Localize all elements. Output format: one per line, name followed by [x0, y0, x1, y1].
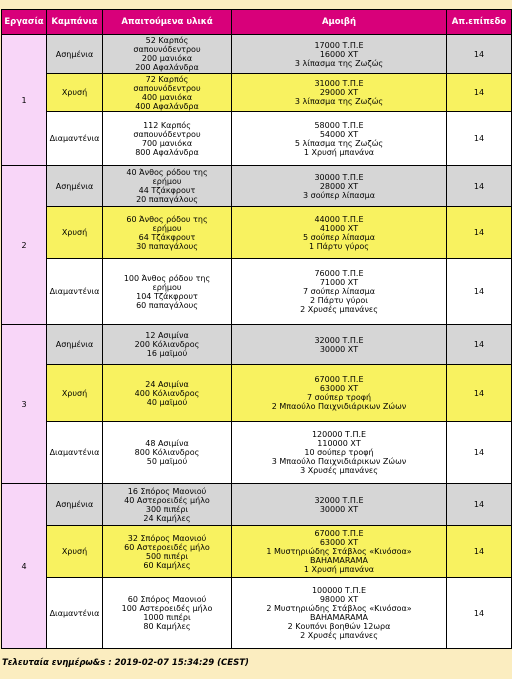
reward-line: 67000 Τ.Π.Ε — [314, 529, 364, 538]
material-line: 400 Αφαλάνδρα — [135, 101, 199, 111]
reward-line: BAHAMARAMA — [310, 613, 368, 622]
campaign-name: Διαμαντένια — [47, 112, 103, 166]
required-materials — [103, 112, 232, 166]
reward-line: 28000 ΧΤ — [319, 181, 359, 191]
required-level: 14 — [447, 325, 512, 365]
required-materials — [103, 259, 232, 325]
table-row — [2, 422, 512, 484]
reward-line: 110000 ΧΤ — [317, 439, 361, 448]
required-level: 14 — [447, 578, 512, 649]
required-materials — [103, 422, 232, 484]
task-number: 1 — [2, 35, 47, 166]
task-number: 2 — [2, 166, 47, 325]
reward-line: 1 Χρυσή μπανάνα — [303, 565, 375, 574]
reward-line: 3 Χρυσές μπανάνες — [300, 466, 378, 475]
reward-line: 7 σούπερ λίπασμα — [303, 287, 375, 296]
campaign-name: Διαμαντένια — [47, 578, 103, 649]
reward-line: 5 λίπασμα της Ζωζώς — [294, 138, 384, 148]
material-line: ερήμου — [152, 223, 182, 233]
material-line: 60 Άνθος ρόδου της — [126, 214, 208, 224]
required-materials — [103, 74, 232, 112]
required-materials — [103, 365, 232, 422]
table-row — [2, 112, 512, 166]
material-line: ερήμου — [152, 177, 182, 186]
required-materials — [103, 35, 232, 74]
reward-line: 31000 Τ.Π.Ε — [314, 79, 364, 88]
campaign-name: Διαμαντένια — [47, 422, 103, 484]
material-line: 40 μαϊμού — [146, 397, 188, 407]
required-materials — [103, 166, 232, 207]
material-line: 72 Καρπός — [145, 74, 189, 84]
reward-line: 71000 ΧΤ — [319, 278, 359, 287]
required-materials — [103, 578, 232, 649]
material-line: 64 Τζάκφρουτ — [138, 232, 196, 242]
reward-line: 44000 Τ.Π.Ε — [314, 214, 364, 224]
reward-line: 41000 ΧΤ — [319, 223, 359, 233]
campaign-name: Ασημένια — [47, 166, 103, 207]
reward — [232, 422, 447, 484]
material-line: 40 Αστεροειδές μήλο — [124, 495, 210, 505]
material-line: 60 Καμήλες — [143, 560, 191, 570]
campaign-name: Ασημένια — [47, 35, 103, 74]
reward-line: 1 Μυστηριώδης Στάβλος «Κινόσοα» — [266, 547, 412, 556]
campaign-name: Ασημένια — [47, 484, 103, 526]
reward — [232, 526, 447, 578]
reward-line: BAHAMARAMA — [310, 556, 368, 565]
reward-line: 10 σούπερ τροφή — [304, 448, 374, 457]
required-materials — [103, 526, 232, 578]
material-line: 60 Σπόρος Μαονιού — [127, 595, 207, 604]
table-row — [2, 325, 512, 365]
reward-line: 120000 Τ.Π.Ε — [311, 430, 367, 439]
material-line: 44 Τζάκφρουτ — [138, 186, 196, 195]
material-line: 60 παπαγάλους — [136, 300, 198, 310]
campaign-name: Χρυσή — [47, 207, 103, 259]
campaign-name: Διαμαντένια — [47, 259, 103, 325]
reward-line: 7 σούπερ τροφή — [306, 393, 372, 402]
reward-line: 1 Πάρτυ γύρος — [308, 241, 370, 251]
campaign-name: Χρυσή — [47, 365, 103, 422]
material-line: 60 Αστεροειδές μήλο — [124, 542, 210, 552]
required-level: 14 — [447, 526, 512, 578]
material-line: 112 Καρπός — [143, 120, 191, 130]
required-level: 14 — [447, 207, 512, 259]
reward-line: 58000 Τ.Π.Ε — [314, 120, 364, 130]
material-line: 40 Άνθος ρόδου της — [126, 168, 208, 177]
header-row — [2, 10, 512, 35]
reward-line: 100000 Τ.Π.Ε — [311, 586, 367, 595]
reward-line: 3 λίπασμα της Ζωζώς — [294, 97, 384, 106]
campaign-name: Χρυσή — [47, 526, 103, 578]
required-level: 14 — [447, 259, 512, 325]
reward-line: 2 Μπαούλο Παιχνιδιάρικων Ζώων — [271, 402, 407, 411]
material-line: 80 Καμήλες — [143, 622, 191, 631]
material-line: 104 Τζάκφρουτ — [136, 291, 198, 301]
last-updated: Τελευταία ενημέρω&s : 2019-02-07 15:34:29 (CEST) — [2, 658, 249, 668]
material-line: σαπουνόδεντρου — [133, 129, 201, 139]
reward-line: 98000 ΧΤ — [319, 595, 359, 604]
material-line: 24 Καμήλες — [143, 513, 191, 523]
reward-line: 54000 ΧΤ — [319, 129, 359, 139]
reward-line: 63000 ΧΤ — [319, 384, 359, 393]
table-row — [2, 526, 512, 578]
reward-line: 2 Πάρτυ γύροι — [309, 296, 369, 305]
material-line: 100 Άνθος ρόδου της — [123, 273, 211, 283]
table-row — [2, 166, 512, 207]
table-row — [2, 259, 512, 325]
required-level: 14 — [447, 112, 512, 166]
reward-line: 29000 ΧΤ — [319, 88, 359, 97]
campaign-name: Ασημένια — [47, 325, 103, 365]
header-materials: Απαιτούμενα υλικά — [103, 10, 232, 35]
reward — [232, 484, 447, 526]
required-materials — [103, 207, 232, 259]
material-line: 400 μανιόκα — [141, 92, 193, 102]
material-line: 800 Αφαλάνδρα — [135, 147, 199, 157]
reward — [232, 578, 447, 649]
campaign-name: Χρυσή — [47, 74, 103, 112]
material-line: 200 Αφαλάνδρα — [135, 63, 199, 72]
task-number: 4 — [2, 484, 47, 649]
material-line: 800 Κόλιανδρος — [134, 448, 200, 457]
material-line: 100 Αστεροειδές μήλο — [121, 604, 213, 613]
reward-line: 5 σούπερ λίπασμα — [303, 232, 375, 242]
table-row — [2, 484, 512, 526]
table-body — [2, 35, 512, 649]
quest-rewards-table — [1, 9, 512, 649]
reward — [232, 207, 447, 259]
material-line: 16 μαϊμού — [146, 349, 188, 358]
reward-line: 1 Χρυσή μπανάνα — [303, 147, 375, 157]
required-level: 14 — [447, 484, 512, 526]
table-row — [2, 578, 512, 649]
reward-line: 2 Μυστηριώδης Στάβλος «Κινόσοα» — [266, 604, 412, 613]
task-number: 3 — [2, 325, 47, 484]
material-line: 700 μανιόκα — [141, 138, 193, 148]
required-level: 14 — [447, 166, 512, 207]
header-reward: Αμοιβή — [232, 10, 447, 35]
reward-line: 3 λίπασμα της Ζωζώς — [294, 58, 384, 68]
reward-line: 30000 ΧΤ — [319, 344, 359, 354]
table-row — [2, 35, 512, 74]
header-level: Απ.επίπεδο — [447, 10, 512, 35]
material-line: 20 παπαγάλους — [136, 195, 198, 204]
material-line: σαπουνόδεντρου — [133, 83, 201, 93]
material-line: σαπουνόδεντρου — [133, 45, 201, 54]
reward — [232, 166, 447, 207]
material-line: 12 Ασιμίνα — [145, 331, 189, 340]
reward-line: 63000 ΧΤ — [319, 538, 359, 547]
reward — [232, 325, 447, 365]
reward-line: 2 Κουπόνι βοηθών 12ωρα — [287, 622, 391, 631]
material-line: 200 μανιόκα — [141, 54, 193, 63]
material-line: 300 πιπέρι — [145, 504, 189, 514]
table-row — [2, 365, 512, 422]
required-level: 14 — [447, 35, 512, 74]
material-line: 1000 πιπέρι — [143, 613, 191, 622]
reward — [232, 365, 447, 422]
material-line: 400 Κόλιανδρος — [134, 388, 200, 398]
required-level: 14 — [447, 365, 512, 422]
table-row — [2, 207, 512, 259]
reward-line: 30000 ΧΤ — [319, 504, 359, 514]
reward — [232, 112, 447, 166]
material-line: 30 παπαγάλους — [136, 241, 198, 251]
material-line: 32 Σπόρος Μαονιού — [127, 533, 207, 543]
header-campaign: Καμπάνια — [47, 10, 103, 35]
required-level: 14 — [447, 422, 512, 484]
reward-line: 32000 Τ.Π.Ε — [314, 495, 364, 505]
reward-line: 32000 Τ.Π.Ε — [314, 335, 364, 345]
reward-line: 2 Χρυσές μπανάνες — [300, 631, 378, 640]
table-row — [2, 74, 512, 112]
material-line: 500 πιπέρι — [145, 551, 189, 561]
reward — [232, 74, 447, 112]
reward — [232, 35, 447, 74]
reward-line: 3 Μπαούλο Παιχνιδιάρικων Ζώων — [271, 457, 407, 466]
reward-line: 16000 ΧΤ — [319, 49, 359, 59]
material-line: 200 Κόλιανδρος — [134, 340, 200, 349]
material-line: 16 Σπόρος Μαονιού — [127, 486, 207, 496]
required-materials — [103, 325, 232, 365]
reward-line: 17000 Τ.Π.Ε — [314, 40, 364, 50]
material-line: ερήμου — [152, 282, 182, 292]
required-level: 14 — [447, 74, 512, 112]
reward-line: 3 σούπερ λίπασμα — [303, 190, 375, 200]
reward-line: 67000 Τ.Π.Ε — [314, 375, 364, 384]
material-line: 52 Καρπός — [145, 36, 189, 45]
reward-line: 30000 Τ.Π.Ε — [314, 172, 364, 182]
reward — [232, 259, 447, 325]
header-task: Εργασία — [2, 10, 47, 35]
reward-line: 2 Χρυσές μπανάνες — [300, 305, 378, 314]
material-line: 24 Ασιμίνα — [145, 379, 189, 389]
material-line: 50 μαϊμού — [146, 457, 188, 466]
reward-line: 76000 Τ.Π.Ε — [314, 269, 364, 278]
required-materials — [103, 484, 232, 526]
material-line: 48 Ασιμίνα — [145, 439, 189, 448]
